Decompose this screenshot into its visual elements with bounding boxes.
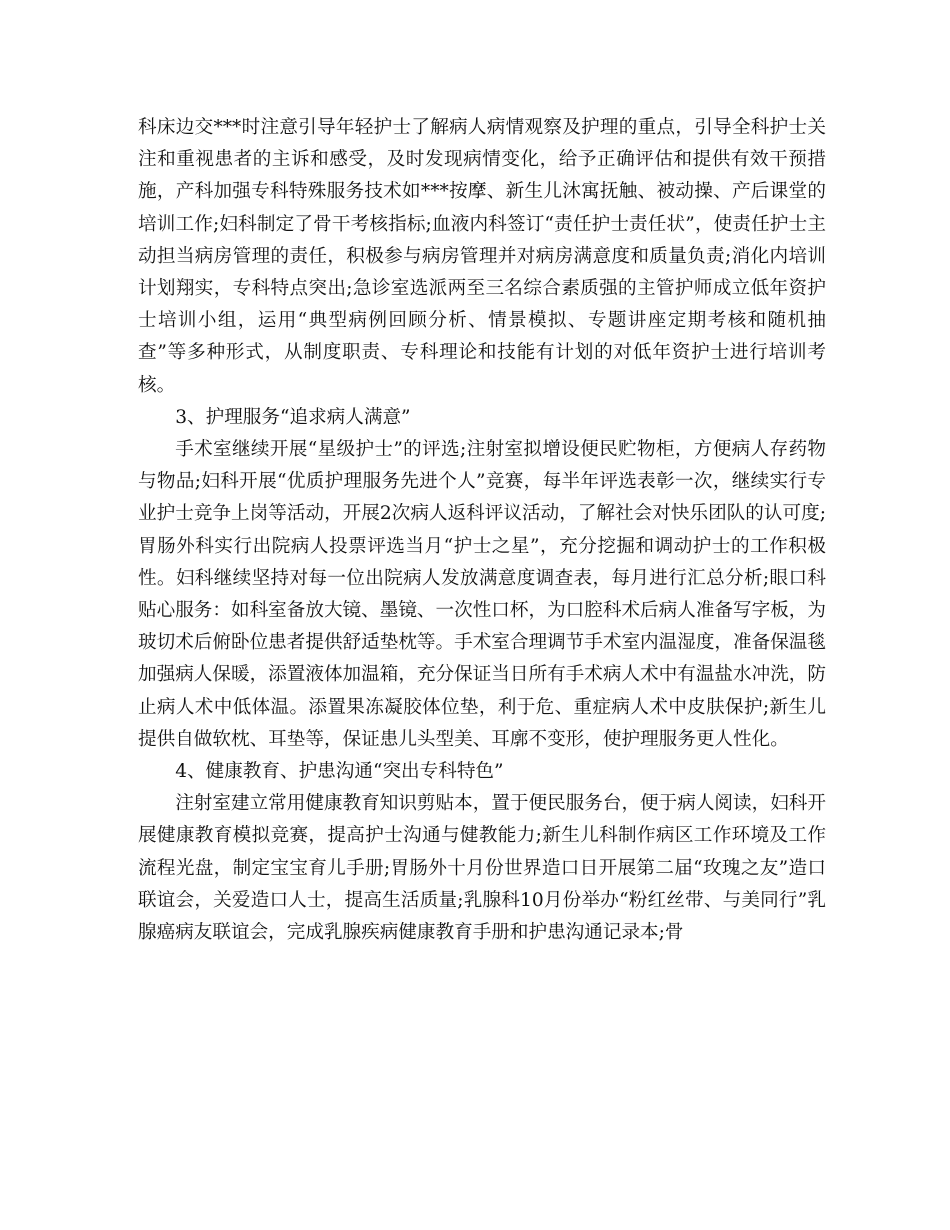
document-page (138, 112, 826, 949)
paragraph-service: 手术室继续开展“星级护士”的评选;注射室拟增设便民贮物柜，方便病人存药物与物品;妇科开展“优质护理服务先进个人”竞赛，每半年评选表彰一次，继续实行专业护士竞争上岗等活动，开展2次病人返科评议活动，了解社会对快乐团队的认可度;胃肠外科实行出院病人投票评选当月“护士之星”，充分挖掘和调动护士的工作积极性。妇科继续坚持对每一位出院病人发放满意度调查表，每月进行汇总分析;眼口科贴心服务：如科室备放大镜、墨镜、一次性口杯，为口腔科术后病人准备写字板，为玻切术后俯卧位患者提供舒适垫枕等。手术室合理调节手术室内温湿度，准备保温毯加强病人保暖，添置液体加温箱，充分保证当日所有手术病人术中有温盐水冲洗，防止病人术中低体温。添置果冻凝胶体位垫，利于危、重症病人术中皮肤保护;新生儿提供自做软枕、耳垫等，保证患儿头型美、耳廓不变形，使护理服务更人性化。 (138, 439, 826, 750)
section-heading-4: 4、健康教育、护患沟通“突出专科特色” (175, 761, 504, 783)
section-heading-3: 3、护理服务“追求病人满意” (175, 406, 411, 428)
paragraph-health-education: 注射室建立常用健康教育知识剪贴本，置于便民服务台，便于病人阅读，妇科开展健康教育模拟竞赛，提高护士沟通与健教能力;新生儿科制作病区工作环境及工作流程光盘，制定宝宝育儿手册;胃肠外十月份世界造口日开展第二届“玫瑰之友”造口联谊会，关爱造口人士，提高生活质量;乳腺科10月份举办“粉红丝带、与美同行”乳腺癌病友联谊会，完成乳腺疾病健康教育手册和护患沟通记录本;骨 (138, 793, 826, 944)
paragraph-training: 科床边交***时注意引导年轻护士了解病人病情观察及护理的重点，引导全科护士关注和重视患者的主诉和感受，及时发现病情变化，给予正确评估和提供有效干预措施，产科加强专科特殊服务技术如***按摩、新生儿沐寓抚触、被动操、产后课堂的培训工作;妇科制定了骨干考核指标;血液内科签订“责任护士责任状”，使责任护士主动担当病房管理的责任，积极参与病房管理并对病房满意度和质量负责;消化内培训计划翔实，专科特点突出;急诊室选派两至三名综合素质强的主管护师成立低年资护士培训小组，运用“典型病例回顾分析、情景模拟、专题讲座定期考核和随机抽查”等多种形式，从制度职责、专科理论和技能有计划的对低年资护士进行培训考核。 (138, 117, 826, 396)
